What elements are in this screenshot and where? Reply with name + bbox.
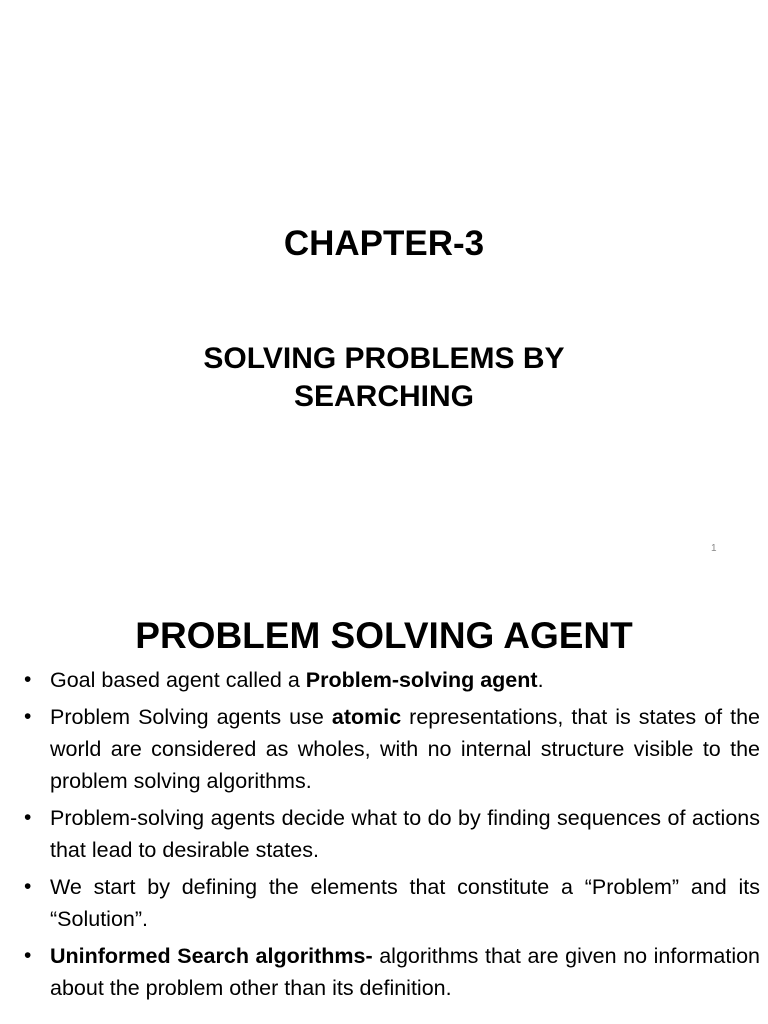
slide-page-number: 1	[711, 543, 717, 554]
bullet-icon: •	[24, 705, 32, 728]
bullet-bold-text: atomic	[331, 705, 402, 729]
bullet-icon: •	[24, 806, 32, 829]
bullet-item	[24, 871, 760, 935]
bullet-icon: •	[24, 875, 32, 898]
bullet-text: Problem-solving agents decide what to do by finding sequences of actions that lead to desirable states.	[50, 806, 760, 862]
bullet-text: .	[537, 668, 544, 692]
bullet-icon: •	[24, 944, 32, 967]
bullet-text: Problem Solving agents use	[50, 705, 332, 729]
bullet-text: Goal based agent called a	[50, 668, 306, 692]
bullet-text: We start by defining the elements that constitute a “Problem” and its “Solution”.	[50, 875, 760, 931]
bullet-text: algorithms that are given no information about the problem other than its definition.	[50, 944, 761, 1000]
bullet-icon: •	[24, 668, 32, 691]
bullet-text: representations, that is states of the world are considered as wholes, with no internal structure visible to the problem solving algorithms.	[50, 705, 760, 793]
bullet-item	[24, 701, 760, 797]
bullet-item	[24, 802, 760, 866]
bullet-bold-text: Problem-solving agent	[305, 668, 538, 692]
slide-problem-solving-agent	[0, 576, 768, 1024]
chapter-title: CHAPTER-3	[283, 224, 485, 263]
bullet-item	[24, 664, 760, 696]
slide-title: PROBLEM SOLVING AGENT	[135, 615, 633, 656]
bullet-list	[24, 664, 760, 1009]
bullet-bold-text: Uninformed Search algorithms-	[50, 944, 373, 968]
bullet-item	[24, 940, 760, 1004]
chapter-subtitle: SOLVING PROBLEMS BY SEARCHING	[203, 342, 565, 413]
